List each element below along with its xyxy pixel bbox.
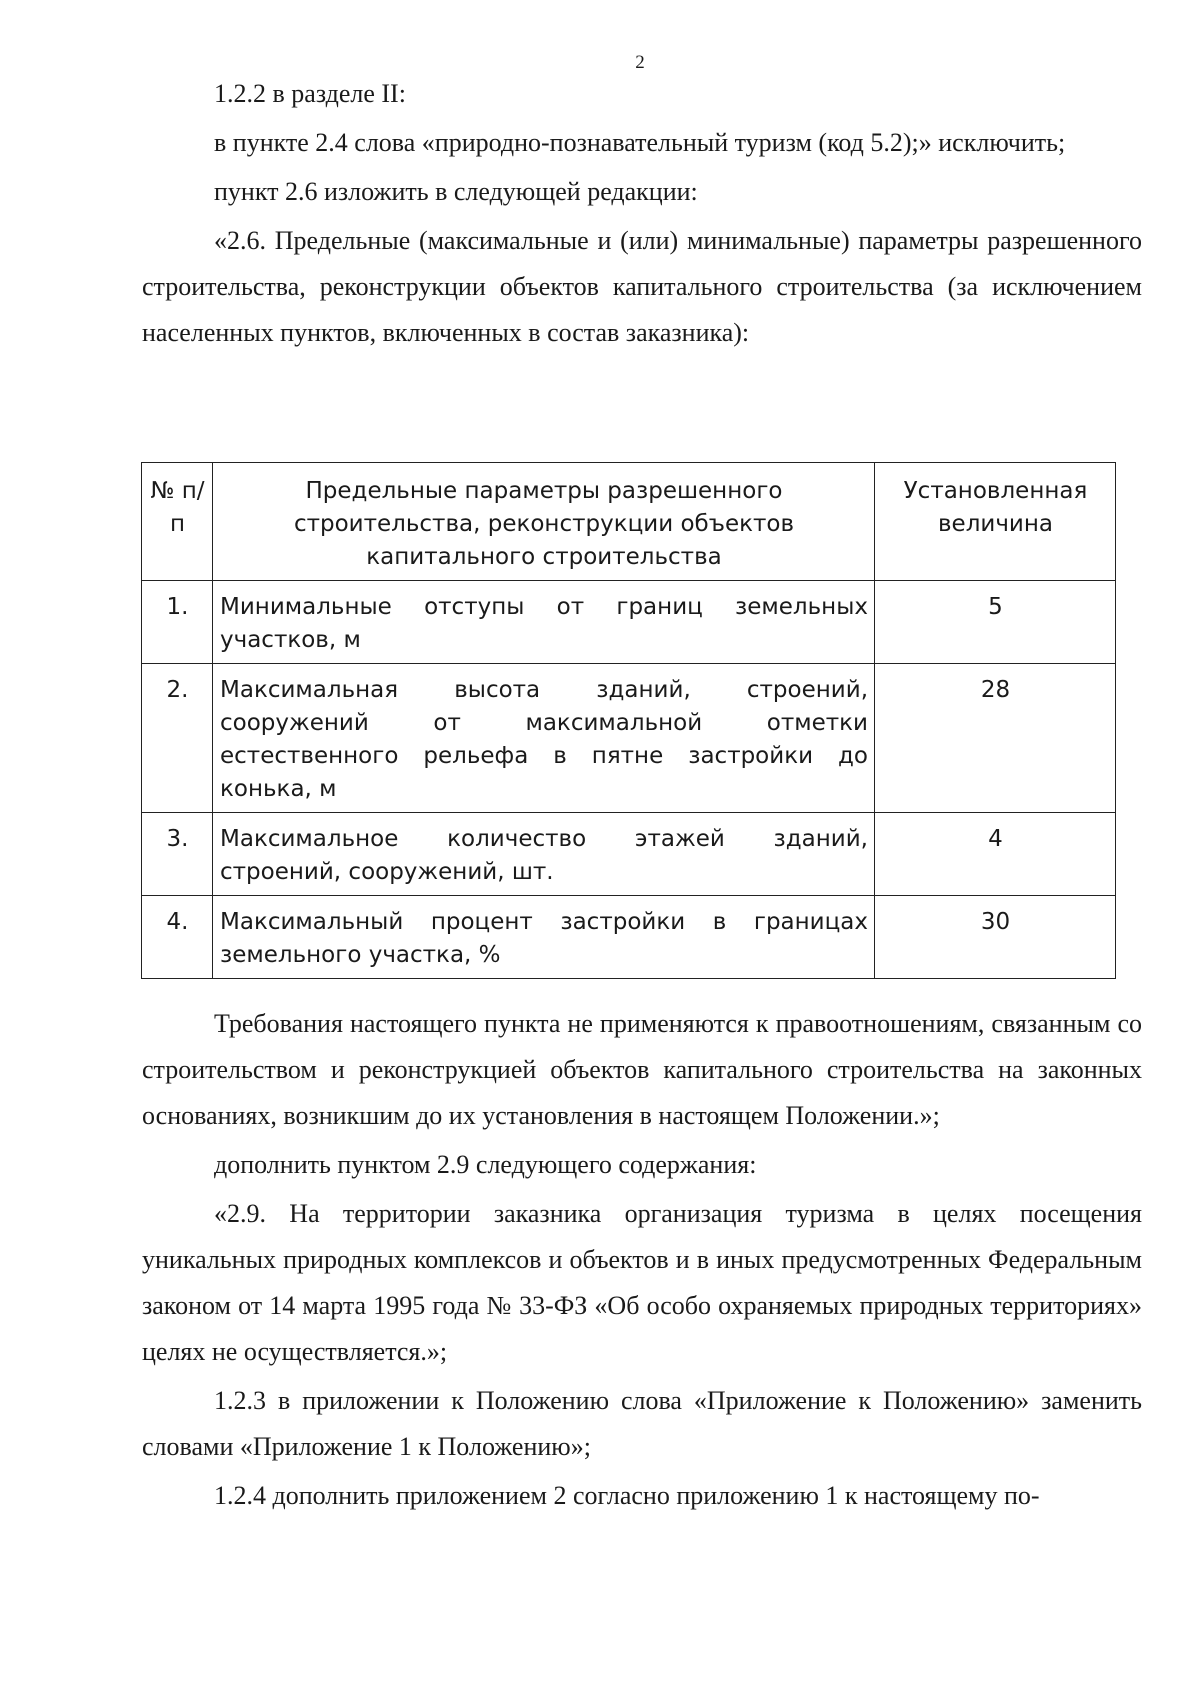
paragraph-item-2-9-text: «2.9. На территории заказника организация туризма в целях посещения уникальных природных комплексов и объектов и в иных предусмотренных Федеральным законом от 14 марта 1995 года № 33-ФЗ «Об особо охраняемых природных территориях» целях не осуществляется.»;: [142, 1199, 1142, 1366]
header-parameters: Предельные параметры разрешенного строительства, реконструкции объектов капитального строительства: [213, 463, 875, 581]
table-row: [142, 896, 1116, 979]
row-number: 1.: [142, 581, 213, 664]
top-text-section: [142, 71, 1142, 356]
row-parameter: Максимальное количество этажей зданий, строений, сооружений, шт.: [213, 813, 875, 896]
row-number: 4.: [142, 896, 213, 979]
table-row: [142, 813, 1116, 896]
paragraph-item-2-9-intro: дополнить пунктом 2.9 следующего содержания:: [214, 1150, 757, 1179]
bottom-text-section: [142, 1001, 1142, 1519]
row-number: 2.: [142, 664, 213, 813]
paragraph-item-2-6-text: «2.6. Предельные (максимальные и (или) минимальные) параметры разрешенного строительства, реконструкции объектов капитального строительства (за исключением населенных пунктов, включенных в состав заказника):: [142, 226, 1142, 347]
row-parameter: Минимальные отступы от границ земельных участков, м: [213, 581, 875, 664]
row-value: 5: [875, 581, 1116, 664]
table-header-row: [142, 463, 1116, 581]
paragraph-item-1-2-4: 1.2.4 дополнить приложением 2 согласно приложению 1 к настоящему по-: [214, 1481, 1040, 1510]
header-number: № п/п: [142, 463, 213, 581]
row-value: 30: [875, 896, 1116, 979]
header-value: Установленная величина: [875, 463, 1116, 581]
paragraph-item-2-4: в пункте 2.4 слова «природно-познавательный туризм (код 5.2);» исключить;: [214, 128, 1066, 157]
table-row: [142, 664, 1116, 813]
row-value: 4: [875, 813, 1116, 896]
table-row: [142, 581, 1116, 664]
page-number: 2: [635, 52, 645, 73]
row-parameter: Максимальный процент застройки в границах земельного участка, %: [213, 896, 875, 979]
paragraph-item-2-6-intro: пункт 2.6 изложить в следующей редакции:: [214, 177, 698, 206]
row-value: 28: [875, 664, 1116, 813]
paragraph-section-heading: 1.2.2 в разделе II:: [214, 79, 406, 108]
paragraph-item-1-2-3: 1.2.3 в приложении к Положению слова «Приложение к Положению» заменить словами «Приложение 1 к Положению»;: [142, 1386, 1142, 1461]
row-number: 3.: [142, 813, 213, 896]
paragraph-requirements: Требования настоящего пункта не применяются к правоотношениям, связанным со строительством и реконструкцией объектов капитального строительства на законных основаниях, возникшим до их установления в настоящем Положении.»;: [142, 1009, 1142, 1130]
parameters-table: [141, 462, 1116, 979]
row-parameter: Максимальная высота зданий, строений, сооружений от максимальной отметки естественного рельефа в пятне застройки до конька, м: [213, 664, 875, 813]
